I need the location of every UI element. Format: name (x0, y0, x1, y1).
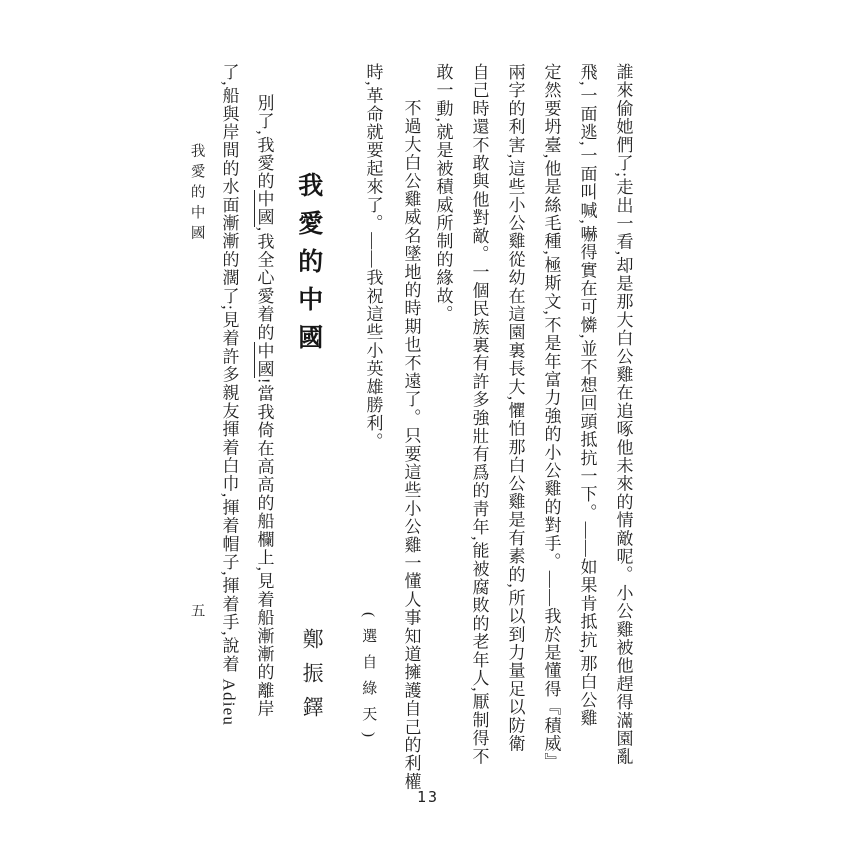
prev-essay-column-2: 飛,一面逃,一面叫喊,嚇得實在可憐,並不想回頭抵抗一下。——如果肯抵抗,那白公雞 (577, 63, 597, 728)
essay-author: 鄭振鐸 (300, 628, 325, 730)
essay-title: 我愛的中國 (294, 172, 322, 362)
prev-essay-column-3: 定然要坍臺,他是絲毛種,極斯文,不是年富力強的小公雞的對手。——我於是懂得『積威』 (541, 63, 561, 771)
body-text-segment: 別了,我愛的 (254, 94, 274, 191)
page-number: 13 (416, 788, 440, 806)
margin-running-title: 我愛的中國 (188, 143, 205, 246)
essay-body-column-1 (254, 94, 274, 822)
prev-essay-column-7: 不過大白公雞威名墜地的時期也不遠了。只要這些小公雞一懂人事知道擁護自己的利權 (401, 99, 421, 791)
proper-name-mark: 中國 (254, 341, 274, 378)
margin-folio: 五 (188, 603, 205, 618)
prev-essay-column-8: 時,革命就要起來了。——我祝這些小英雄勝利。 (363, 63, 383, 451)
proper-name-mark: 中國 (254, 190, 274, 227)
prev-essay-column-4: 兩字的利害,這些小公雞從幼在這園裏長大,懼怕那白公雞是有素的,所以到力量足以防衛 (505, 63, 525, 753)
prev-essay-column-6: 敢一動,就是被積威所制的緣故。 (433, 63, 453, 324)
body-text-segment: ,我全心愛着的 (254, 226, 274, 342)
essay-body-column-2: 了,船與岸間的水面漸漸的濶了;見着許多親友揮着白巾,揮着帽子,揮着手,說着 Adieu (219, 63, 239, 727)
prev-essay-attribution: (選自綠天) (360, 612, 377, 748)
prev-essay-column-1: 誰來偷她們了;走出一看,却是那大白公雞在追啄他未來的情敵呢。小公雞被他趕得滿園亂 (613, 63, 633, 766)
prev-essay-column-5: 自己時還不敢與他對敵。一個民族裏有許多強壯有爲的靑年,能被腐敗的老年人,厭制得不 (469, 63, 489, 766)
body-text-segment: !當我倚在高高的船欄上,見着船漸漸的離岸 (254, 377, 274, 718)
